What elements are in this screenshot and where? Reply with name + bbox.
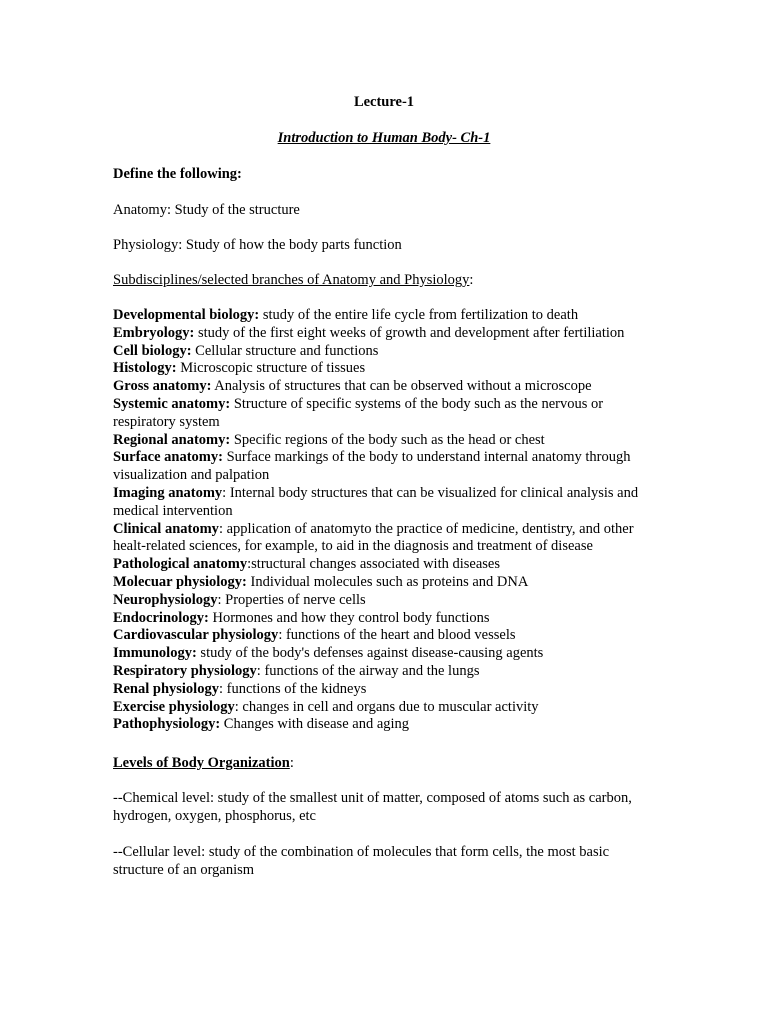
- list-item: [113, 485, 658, 521]
- list-item: [113, 663, 658, 681]
- term-definition: Hormones and how they control body functions: [208, 609, 490, 626]
- list-item: [113, 325, 658, 343]
- term-name: Surface anatomy:: [113, 449, 223, 466]
- term-name: Clinical anatomy: [113, 520, 219, 537]
- term-definition: study of the body's defenses against disease-causing agents: [196, 645, 544, 662]
- term-definition: : Internal body structures that can be visualized for clinical analysis and medical intervention: [113, 484, 639, 519]
- term-name: Systemic anatomy:: [113, 395, 231, 412]
- list-item: [113, 716, 658, 734]
- term-name: Gross anatomy:: [113, 378, 212, 395]
- term-definition: :structural changes associated with diseases: [247, 556, 500, 573]
- subdisciplines-colon: :: [469, 272, 474, 288]
- term-name: Molecuar physiology:: [113, 573, 247, 590]
- term-name: Endocrinology:: [113, 609, 209, 626]
- term-name: Embryology:: [113, 324, 195, 341]
- term-name: Imaging anatomy: [113, 484, 223, 501]
- term-list: [113, 307, 658, 734]
- term-definition: Changes with disease and aging: [220, 716, 410, 733]
- term-name: Regional anatomy:: [113, 431, 231, 448]
- term-definition: Microscopic structure of tissues: [176, 360, 366, 377]
- term-definition: : functions of the airway and the lungs: [256, 662, 480, 679]
- define-heading: Define the following:: [113, 166, 242, 182]
- cellular-level: --Cellular level: study of the combination of molecules that form cells, the most basic structure of an organism: [113, 844, 610, 878]
- physiology-definition: Physiology: Study of how the body parts function: [113, 237, 402, 253]
- list-item: [113, 396, 658, 432]
- page-subtitle: Introduction to Human Body- Ch-1: [277, 130, 491, 146]
- list-item: [113, 360, 658, 378]
- list-item: [113, 307, 658, 325]
- term-name: Immunology:: [113, 645, 197, 662]
- levels-heading-line: [113, 754, 658, 772]
- term-definition: : changes in cell and organs due to muscular activity: [234, 698, 539, 715]
- list-item: [113, 378, 658, 396]
- term-definition: : application of anatomyto the practice of medicine, dentistry, and other healt-related sciences, for example, to aid in the diagnosis and treatment of disease: [113, 520, 634, 555]
- list-item: [113, 627, 658, 645]
- term-name: Neurophysiology: [113, 591, 218, 608]
- list-item: [113, 343, 658, 361]
- term-name: Cell biology:: [113, 342, 192, 359]
- list-item: [113, 592, 658, 610]
- list-item: [113, 556, 658, 574]
- term-name: Cardiovascular physiology: [113, 627, 279, 644]
- term-name: Histology:: [113, 360, 177, 377]
- term-definition: : functions of the heart and blood vessels: [278, 627, 516, 644]
- list-item: [113, 432, 658, 450]
- page-title: Lecture-1: [353, 94, 415, 110]
- list-item: [113, 699, 658, 717]
- term-definition: Specific regions of the body such as the head or chest: [230, 431, 545, 448]
- term-definition: study of the first eight weeks of growth and development after fertiliation: [194, 324, 625, 341]
- chemical-level: --Chemical level: study of the smallest unit of matter, composed of atoms such as carbon, hydrogen, oxygen, phosphorus, etc: [113, 790, 632, 824]
- levels-heading: Levels of Body Organization: [113, 755, 290, 771]
- list-item: [113, 521, 658, 557]
- anatomy-definition: Anatomy: Study of the structure: [113, 202, 300, 218]
- list-item: [113, 645, 658, 663]
- term-name: Renal physiology: [113, 680, 219, 697]
- term-definition: Surface markings of the body to understand internal anatomy through visualization and palpation: [113, 449, 631, 484]
- list-item: [113, 681, 658, 699]
- term-definition: Cellular structure and functions: [191, 342, 379, 359]
- term-definition: Structure of specific systems of the body such as the nervous or respiratory system: [113, 395, 604, 430]
- term-name: Respiratory physiology: [113, 662, 257, 679]
- list-item: [113, 610, 658, 628]
- subdisciplines-heading-line: [113, 271, 658, 289]
- term-definition: : Properties of nerve cells: [217, 591, 366, 608]
- term-definition: study of the entire life cycle from fertilization to death: [259, 307, 579, 323]
- term-name: Developmental biology:: [113, 307, 260, 323]
- subdisciplines-heading: Subdisciplines/selected branches of Anatomy and Physiology: [113, 272, 470, 288]
- levels-colon: :: [289, 755, 294, 771]
- term-name: Exercise physiology: [113, 698, 235, 715]
- term-name: Pathophysiology:: [113, 716, 221, 733]
- term-name: Pathological anatomy: [113, 556, 248, 573]
- term-definition: Individual molecules such as proteins and DNA: [246, 573, 529, 590]
- list-item: [113, 574, 658, 592]
- term-definition: : functions of the kidneys: [218, 680, 367, 697]
- term-definition: Analysis of structures that can be observed without a microscope: [211, 378, 592, 395]
- list-item: [113, 449, 658, 485]
